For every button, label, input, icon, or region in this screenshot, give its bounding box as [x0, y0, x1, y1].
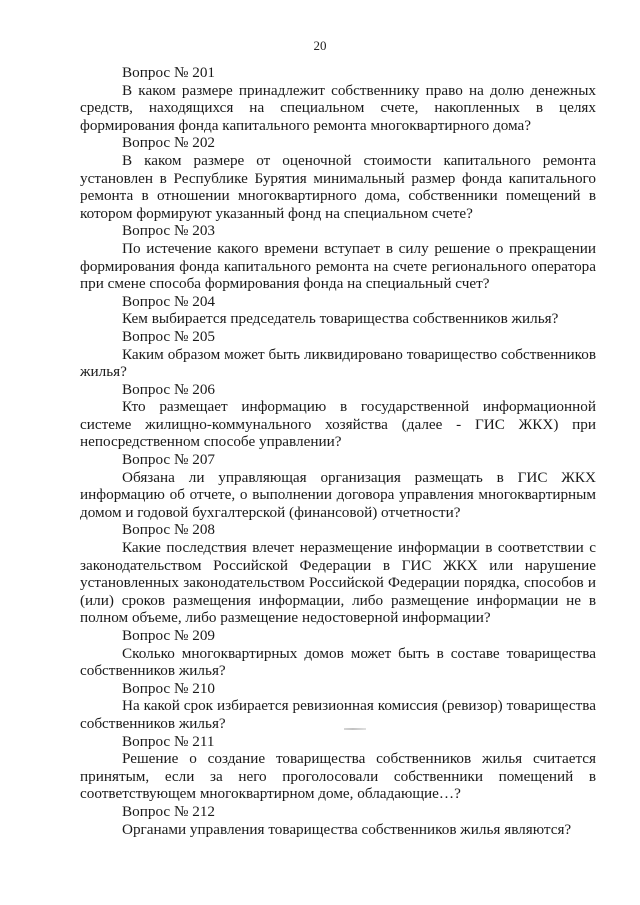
question-heading: Вопрос № 202: [122, 134, 216, 152]
question-text: Органами управления товарищества собственников жилья являются?: [122, 820, 572, 838]
page-number: 20: [313, 38, 327, 53]
question-206: [80, 381, 596, 451]
question-201: [80, 64, 596, 134]
question-text: Кто размещает информацию в государственной информационной системе жилищно-коммунального хозяйства (далее - ГИС ЖКХ) при непосредственном способе управлении?: [80, 398, 596, 451]
question-heading: Вопрос № 203: [122, 222, 216, 240]
question-205: [80, 328, 596, 381]
question-211: [80, 733, 596, 803]
question-207: [80, 451, 596, 521]
question-list: [80, 64, 596, 838]
question-heading: Вопрос № 211: [122, 732, 215, 750]
question-heading: Вопрос № 212: [122, 802, 216, 820]
question-heading: Вопрос № 201: [122, 64, 216, 81]
question-heading: Вопрос № 204: [122, 292, 216, 310]
question-text: Каким образом может быть ликвидировано товарищество собственников жилья?: [80, 345, 596, 381]
question-heading: Вопрос № 209: [122, 627, 216, 644]
question-text: В каком размере от оценочной стоимости капитального ремонта установлен в Республике Бурятия минимальный размер фонда капитального ремонта в отношении многоквартирного дома, собственники помещений в котором формируют указанный фонд на специальном счете?: [80, 151, 596, 222]
scan-artifact: [344, 728, 366, 730]
question-text: Решение о создание товарищества собственников жилья считается принятым, если за него проголосовали собственники помещений в соответствующем многоквартирном доме, обладающие…?: [80, 750, 596, 803]
question-204: [80, 293, 596, 328]
question-heading: Вопрос № 207: [122, 451, 216, 469]
question-text: Сколько многоквартирных домов может быть в составе товарищества собственников жилья?: [80, 644, 596, 680]
question-210: [80, 680, 596, 733]
question-text: По истечение какого времени вступает в силу решение о прекращении формирования фонда капитального ремонта на счете регионального оператора при смене способа формирования фонда на специальный счет?: [80, 239, 596, 293]
question-208: [80, 521, 596, 627]
question-209: [80, 627, 596, 680]
question-text: Какие последствия влечет неразмещение информации в соответствии с законодательством Российской Федерации в ГИС ЖКХ или нарушение установленных законодательством Российской Федерации порядка, способов и (или) сроков размещения информации, либо размещение информации не в полном объеме, либо размещение недостоверной информации?: [80, 539, 596, 627]
question-text: В каком размере принадлежит собственнику право на долю денежных средств, находящихся на специальном счете, накопленных в целях формирования фонда капитального ремонта многоквартирного дома?: [80, 81, 596, 134]
question-202: [80, 134, 596, 222]
question-heading: Вопрос № 205: [122, 327, 216, 345]
question-heading: Вопрос № 206: [122, 380, 216, 398]
question-heading: Вопрос № 208: [122, 521, 216, 539]
question-text: Кем выбирается председатель товарищества собственников жилья?: [122, 310, 559, 328]
question-203: [80, 222, 596, 292]
question-text: Обязана ли управляющая организация размещать в ГИС ЖКХ информацию об отчете, о выполнении договора управления многоквартирным домом и годовой бухгалтерской (финансовой) отчетности?: [80, 468, 596, 521]
question-212: [80, 803, 596, 838]
question-heading: Вопрос № 210: [122, 679, 216, 697]
question-text: На какой срок избирается ревизионная комиссия (ревизор) товарищества собственников жилья?: [80, 697, 596, 732]
